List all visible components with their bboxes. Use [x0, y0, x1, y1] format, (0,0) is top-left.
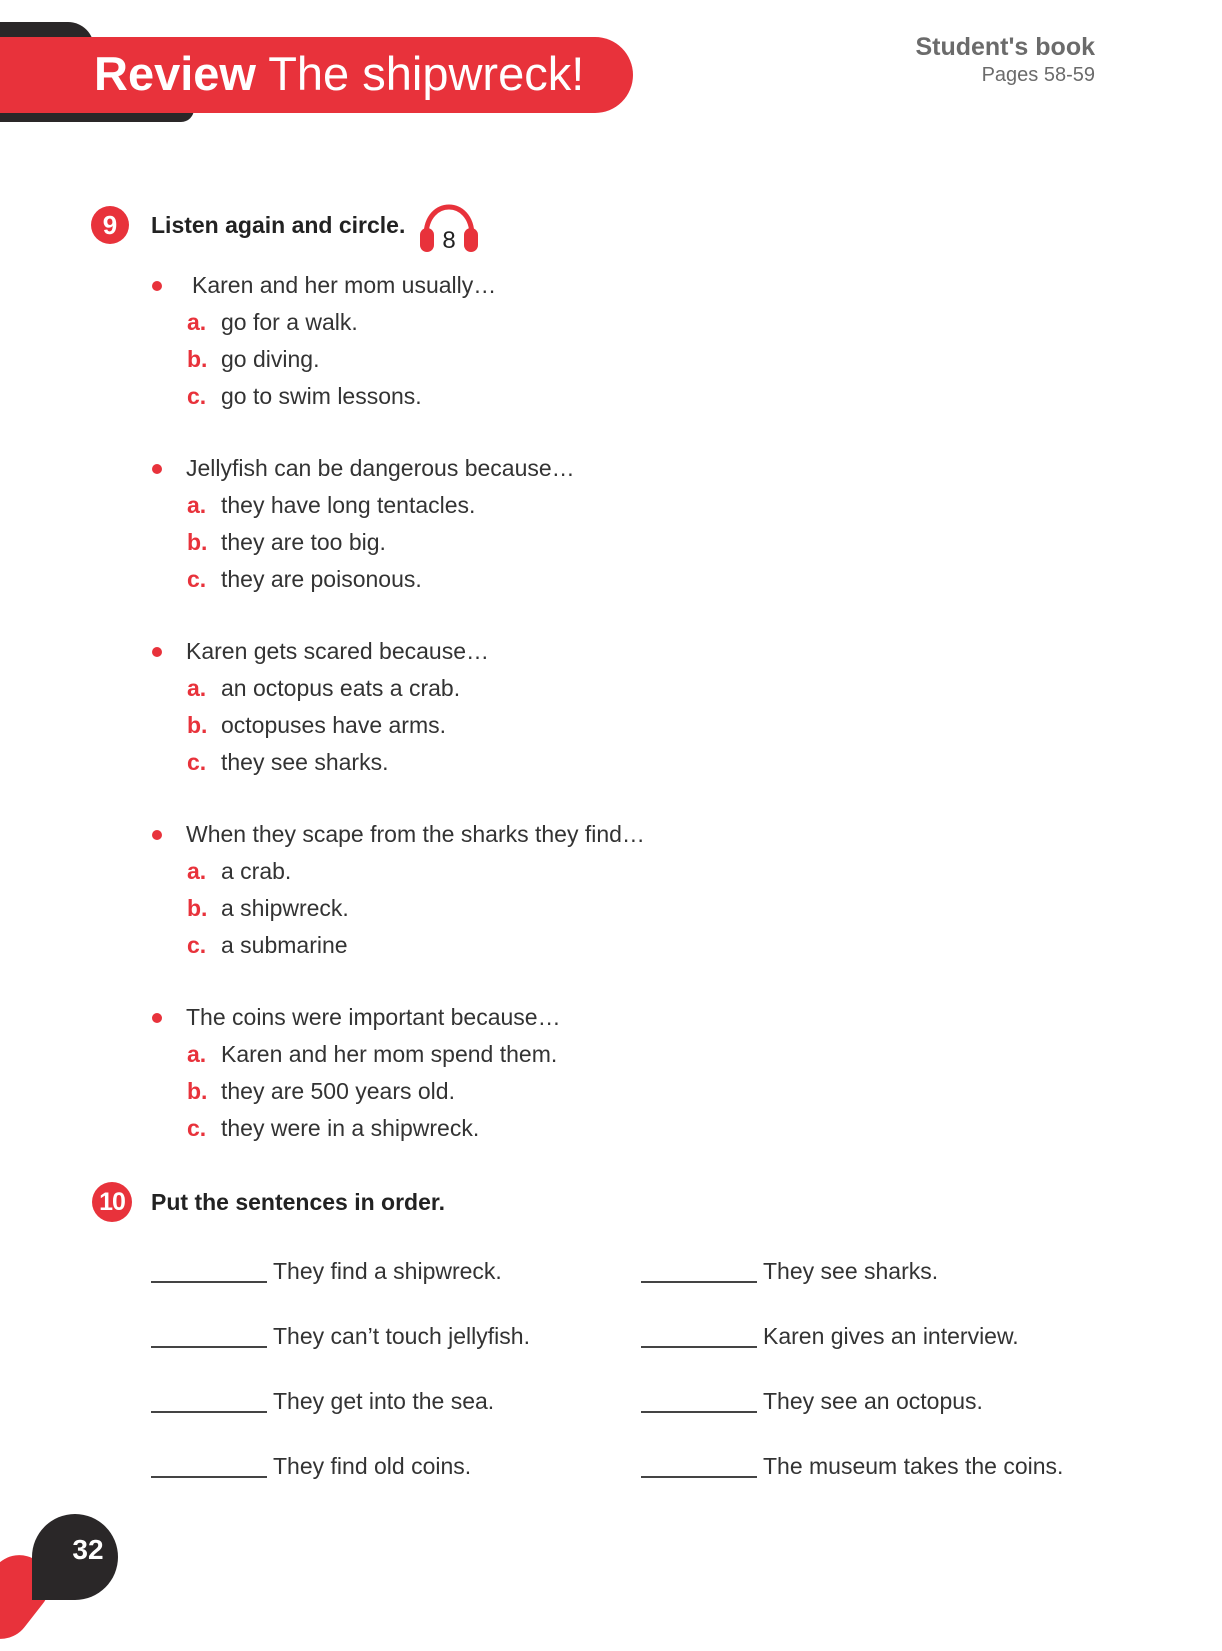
exercise-9-number: 9	[91, 206, 129, 244]
answer-blank[interactable]	[641, 1281, 757, 1283]
answer-blank[interactable]	[151, 1281, 267, 1283]
bullet-icon	[152, 464, 162, 474]
option-letter: c.	[187, 749, 207, 775]
students-book-reference	[915, 32, 1095, 88]
headphones-icon-graphic	[418, 204, 480, 254]
bullet-icon	[152, 281, 162, 291]
sentence-text: The museum takes the coins.	[763, 1453, 1064, 1479]
answer-blank[interactable]	[641, 1411, 757, 1413]
sentence-text: They see sharks.	[763, 1258, 939, 1284]
option-letter: b.	[187, 346, 208, 372]
bullet-icon	[152, 647, 162, 657]
question-text: The coins were important because…	[186, 1004, 561, 1030]
option-text: go diving.	[221, 346, 320, 372]
exercise-10-instruction: Put the sentences in order.	[151, 1189, 445, 1215]
option-text: an octopus eats a crab.	[221, 675, 461, 701]
bullet-icon	[152, 1013, 162, 1023]
option-letter: a.	[187, 675, 207, 701]
exercise-10-number: 10	[92, 1182, 132, 1222]
answer-blank[interactable]	[151, 1346, 267, 1348]
option-letter: b.	[187, 529, 208, 555]
answer-blank[interactable]	[641, 1346, 757, 1348]
sentence-text: Karen gives an interview.	[763, 1323, 1019, 1349]
option-text: Karen and her mom spend them.	[221, 1041, 558, 1067]
option-letter: c.	[187, 1115, 207, 1141]
bullet-icon	[152, 830, 162, 840]
option-letter: b.	[187, 1078, 208, 1104]
option-text: they see sharks.	[221, 749, 389, 775]
question-text: Jellyfish can be dangerous because…	[186, 455, 575, 481]
students-book-label: Student's book	[915, 33, 1095, 61]
sentence-text: They find old coins.	[273, 1453, 472, 1479]
option-text: a crab.	[221, 858, 292, 884]
page-title-review: Review	[94, 47, 256, 100]
option-text: a shipwreck.	[221, 895, 349, 921]
answer-blank[interactable]	[151, 1411, 267, 1413]
option-letter: a.	[187, 1041, 207, 1067]
option-letter: a.	[187, 858, 207, 884]
option-letter: c.	[187, 566, 207, 592]
answer-blank[interactable]	[151, 1476, 267, 1478]
option-letter: b.	[187, 895, 208, 921]
question-text: When they scape from the sharks they find…	[186, 821, 645, 847]
option-letter: c.	[187, 383, 207, 409]
option-text: go for a walk.	[221, 309, 358, 335]
option-text: they are 500 years old.	[221, 1078, 455, 1104]
option-letter: a.	[187, 492, 207, 518]
pages-label: Pages 58-59	[981, 64, 1095, 86]
option-text: they have long tentacles.	[221, 492, 476, 518]
page-number: 32	[72, 1534, 104, 1565]
sentence-text: They can’t touch jellyfish.	[273, 1323, 530, 1349]
option-letter: b.	[187, 712, 208, 738]
page-title-name: The shipwreck!	[268, 47, 585, 100]
audio-track-number: 8	[442, 227, 456, 254]
option-text: octopuses have arms.	[221, 712, 447, 738]
headphones-icon[interactable]	[418, 204, 480, 254]
option-text: they are too big.	[221, 529, 386, 555]
option-letter: a.	[187, 309, 207, 335]
sentence-text: They get into the sea.	[273, 1388, 495, 1414]
question-text: Karen gets scared because…	[186, 638, 490, 664]
option-text: they are poisonous.	[221, 566, 422, 592]
option-text: go to swim lessons.	[221, 383, 422, 409]
option-text: they were in a shipwreck.	[221, 1115, 480, 1141]
sentence-text: They see an octopus.	[763, 1388, 983, 1414]
page-title	[94, 44, 584, 104]
answer-blank[interactable]	[641, 1476, 757, 1478]
sentence-text: They find a shipwreck.	[273, 1258, 502, 1284]
exercise-9-instruction: Listen again and circle.	[151, 212, 406, 238]
question-text: Karen and her mom usually…	[192, 272, 497, 298]
option-letter: c.	[187, 932, 207, 958]
option-text: a submarine	[221, 932, 348, 958]
